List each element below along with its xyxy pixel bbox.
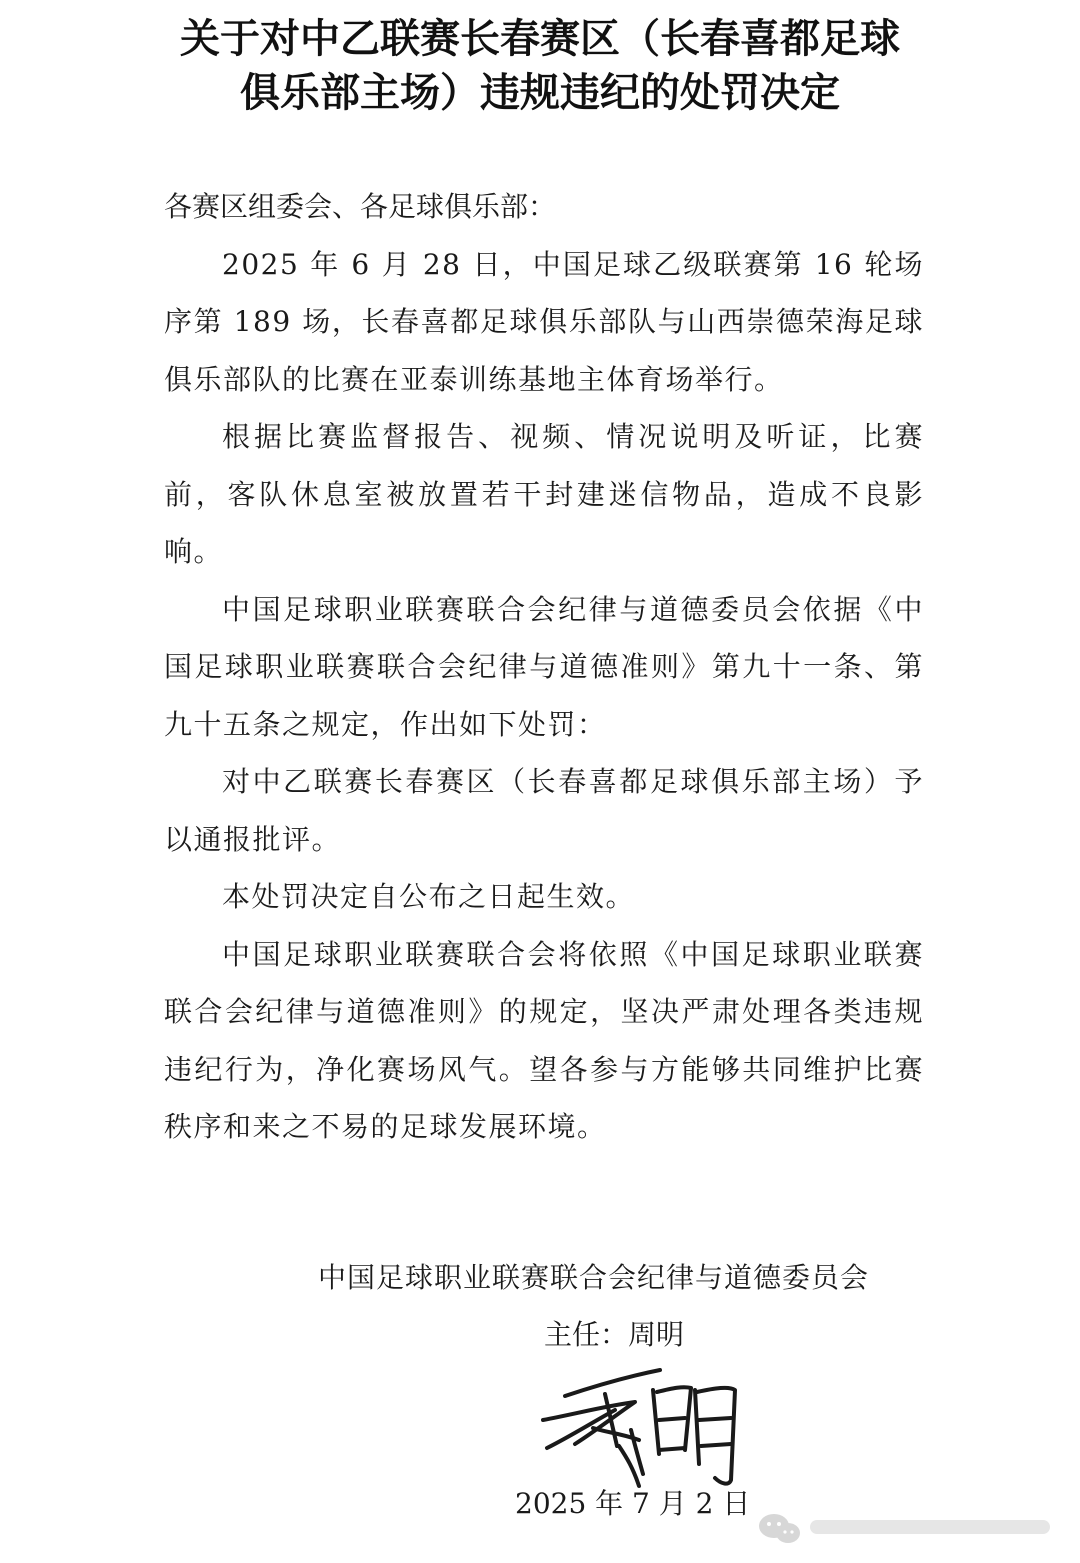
paragraph-penalty: 对中乙联赛长春赛区（长春喜都足球俱乐部主场）予以通报批评。 xyxy=(164,765,924,856)
paragraph-legal-basis: 中国足球职业联赛联合会纪律与道德委员会依据《中国足球职业联赛联合会纪律与道德准则》第九十一条、第九十五条之规定，作出如下处罚： xyxy=(164,592,924,741)
paragraph-findings: 根据比赛监督报告、视频、情况说明及听证，比赛前，客队休息室被放置若干封建迷信物品，造成不良影响。 xyxy=(164,420,924,568)
title-line-1: 关于对中乙联赛长春赛区（长春喜都足球 xyxy=(180,15,900,62)
signature-director: 主任：周明 xyxy=(544,1318,685,1351)
chat-bubble-icon xyxy=(759,1514,800,1543)
handwritten-signature xyxy=(535,1350,750,1490)
watermark xyxy=(752,1502,1062,1552)
title-line-2: 俱乐部主场）违规违纪的处罚决定 xyxy=(240,69,840,116)
signature-organization: 中国足球职业联赛联合会纪律与道德委员会 xyxy=(318,1261,870,1294)
signature-date: 2025 年 7 月 2 日 xyxy=(515,1487,751,1520)
paragraph-effective: 本处罚决定自公布之日起生效。 xyxy=(222,880,636,913)
document-body xyxy=(164,178,924,1156)
paragraph-match-info: 2025 年 6 月 28 日，中国足球乙级联赛第 16 轮场序第 189 场，长春喜都足球俱乐部队与山西崇德荣海足球俱乐部队的比赛在亚泰训练基地主体育场举行。 xyxy=(164,247,924,396)
document-title xyxy=(0,12,1080,120)
paragraph-closing: 中国足球职业联赛联合会将依照《中国足球职业联赛联合会纪律与道德准则》的规定，坚决严肃处理各类违规违纪行为，净化赛场风气。望各参与方能够共同维护比赛秩序和来之不易的足球发展环境。 xyxy=(164,937,924,1143)
salutation: 各赛区组委会、各足球俱乐部： xyxy=(164,190,557,223)
